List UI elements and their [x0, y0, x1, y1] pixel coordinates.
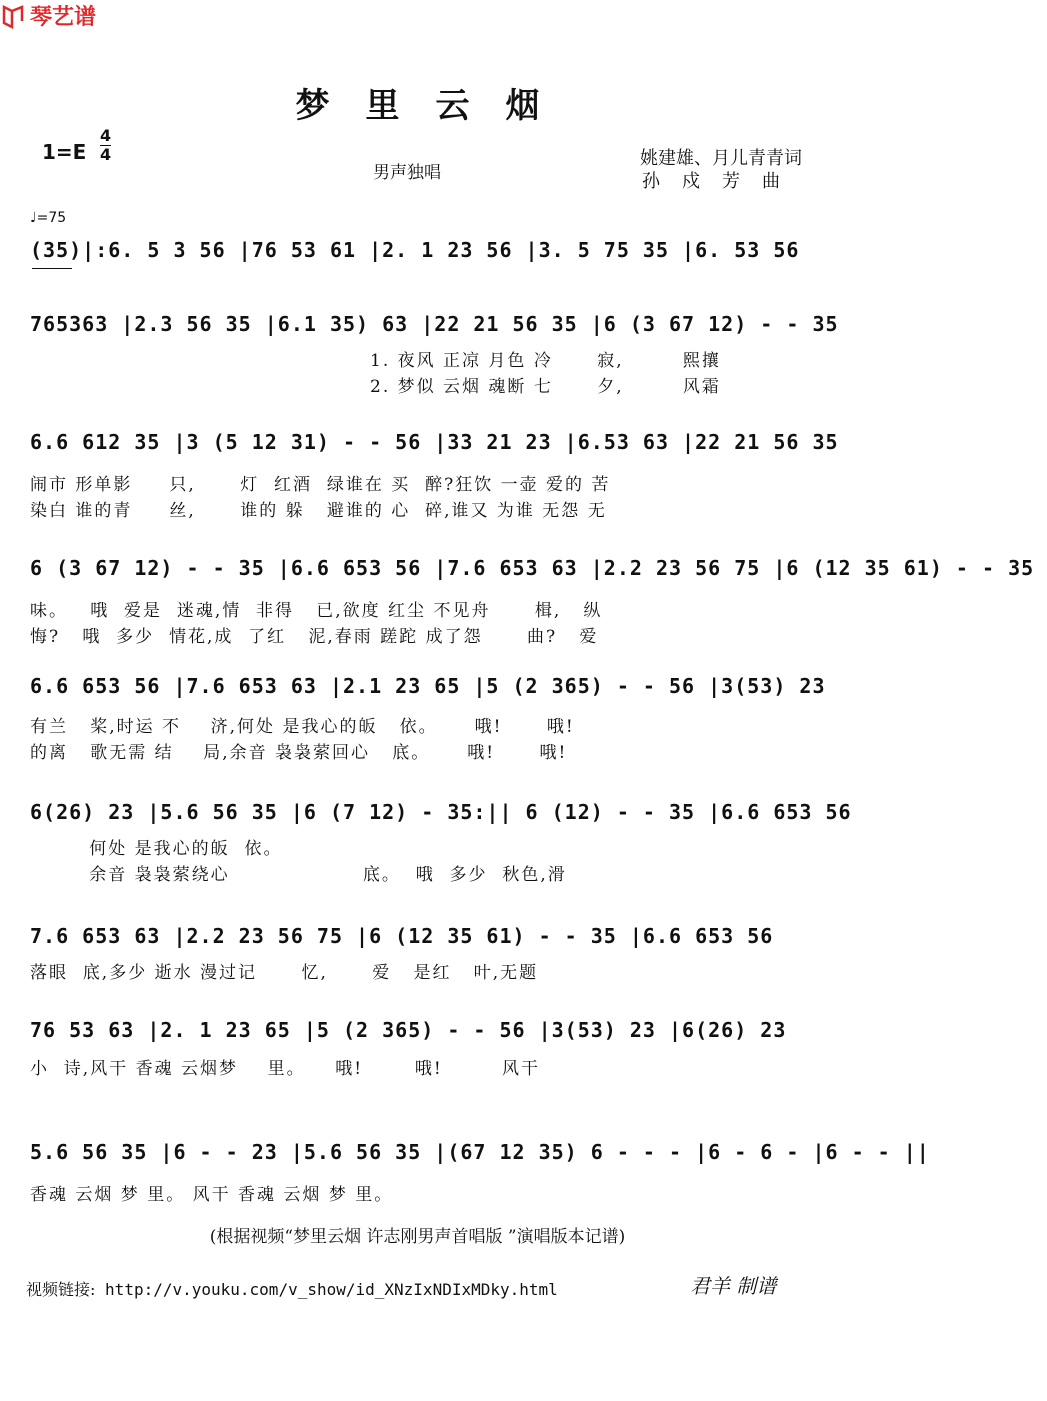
video-link[interactable] — [26, 1277, 558, 1300]
performance-type: 男声独唱 — [373, 163, 441, 183]
lyric-row-5-verse-2: 的离 歌无需 结 局,余音 袅袅萦回心 底。 哦! 哦! — [30, 743, 568, 763]
lyric-row-3-verse-1: 闹市 形单影 只, 灯 红酒 绿谁在 买 醉?狂饮 一壶 爱的 苦 — [30, 475, 611, 495]
staff-row-6: 6(26) 23 |5.6 56 35 |6 (7 12) - 35:|| 6 (12) - - 35 |6.6 653 56 — [30, 800, 865, 824]
lyricist: 姚建雄、月儿青青词 — [640, 148, 802, 169]
time-signature — [100, 128, 111, 163]
page-title: 梦里云烟 — [295, 86, 576, 126]
composer: 孙戍芳曲 — [642, 171, 802, 192]
staff-row-4: 6 (3 67 12) - - 35 |6.6 653 56 |7.6 653 63 |2.2 23 56 75 |6 (12 35 61) - - 35 — [30, 556, 1047, 580]
time-signature-top: 4 — [100, 126, 112, 145]
source-note: (根据视频“梦里云烟 许志刚男声首唱版 ”演唱版本记谱) — [209, 1227, 626, 1247]
key-signature: 1=E — [42, 140, 87, 164]
lyric-row-9: 香魂 云烟 梦 里。 风干 香魂 云烟 梦 里。 — [30, 1185, 394, 1205]
beam-line — [32, 268, 72, 269]
lyric-row-3-verse-2: 染白 谁的青 丝, 谁的 躲 避谁的 心 碎,谁又 为谁 无怨 无 — [30, 501, 607, 521]
staff-row-8: 76 53 63 |2. 1 23 65 |5 (2 365) - - 56 |3(53) 23 |6(26) 23 — [30, 1018, 800, 1042]
site-logo-text: 琴艺谱 — [30, 5, 97, 30]
lyric-row-5-verse-1: 有兰 桨,时运 不 济,何处 是我心的皈 依。 哦! 哦! — [30, 717, 575, 737]
staff-row-7: 7.6 653 63 |2.2 23 56 75 |6 (12 35 61) - - 35 |6.6 653 56 — [30, 924, 787, 948]
video-link-label: 视频链接: — [26, 1280, 96, 1299]
lyric-row-7: 落眼 底,多少 逝水 漫过记 忆, 爱 是红 叶,无题 — [30, 963, 539, 983]
music-note-logo-icon — [0, 3, 26, 29]
time-signature-bottom: 4 — [100, 145, 112, 164]
staff-row-1: (35)|:6. 5 3 56 |76 53 61 |2. 1 23 56 |3. 5 75 35 |6. 53 56 — [30, 238, 813, 262]
transcriber-signature: 君羊 制谱 — [690, 1274, 777, 1298]
staff-row-3: 6.6 612 35 |3 (5 12 31) - - 56 |33 21 23 |6.53 63 |22 21 56 35 — [30, 430, 852, 454]
lyric-row-4-verse-2: 悔? 哦 多少 情花,成 了红 泥,春雨 蹉跎 成了怨 曲? 爱 — [30, 627, 599, 647]
lyric-row-6-verse-1: 何处 是我心的皈 依。 — [30, 839, 283, 859]
tempo-mark: ♩=75 — [30, 210, 67, 226]
lyric-row-6-verse-2: 余音 袅袅萦绕心 底。 哦 多少 秋色,滑 — [30, 865, 567, 885]
lyric-row-4-verse-1: 味。 哦 爱是 迷魂,情 非得 已,欲度 红尘 不见舟 楫, 纵 — [30, 601, 603, 621]
staff-row-9: 5.6 56 35 |6 - - 23 |5.6 56 35 |(67 12 35) 6 - - - |6 - 6 - |6 - - || — [30, 1140, 930, 1164]
staff-row-5: 6.6 653 56 |7.6 653 63 |2.1 23 65 |5 (2 365) - - 56 |3(53) 23 — [30, 674, 839, 698]
site-logo — [0, 0, 835, 31]
lyric-row-2-verse-2: 2. 梦似 云烟 魂断 七 夕, 风霜 — [370, 377, 721, 397]
lyric-row-2-verse-1: 1. 夜风 正凉 月色 冷 寂, 熙攘 — [370, 351, 721, 371]
staff-row-2: 765363 |2.3 56 35 |6.1 35) 63 |22 21 56 35 |6 (3 67 12) - - 35 — [30, 312, 852, 336]
video-link-url[interactable]: http://v.youku.com/v_show/id_XNzIxNDIxMDky.html — [105, 1280, 558, 1299]
lyric-row-8: 小 诗,风干 香魂 云烟梦 里。 哦! 哦! 风干 — [30, 1059, 540, 1079]
